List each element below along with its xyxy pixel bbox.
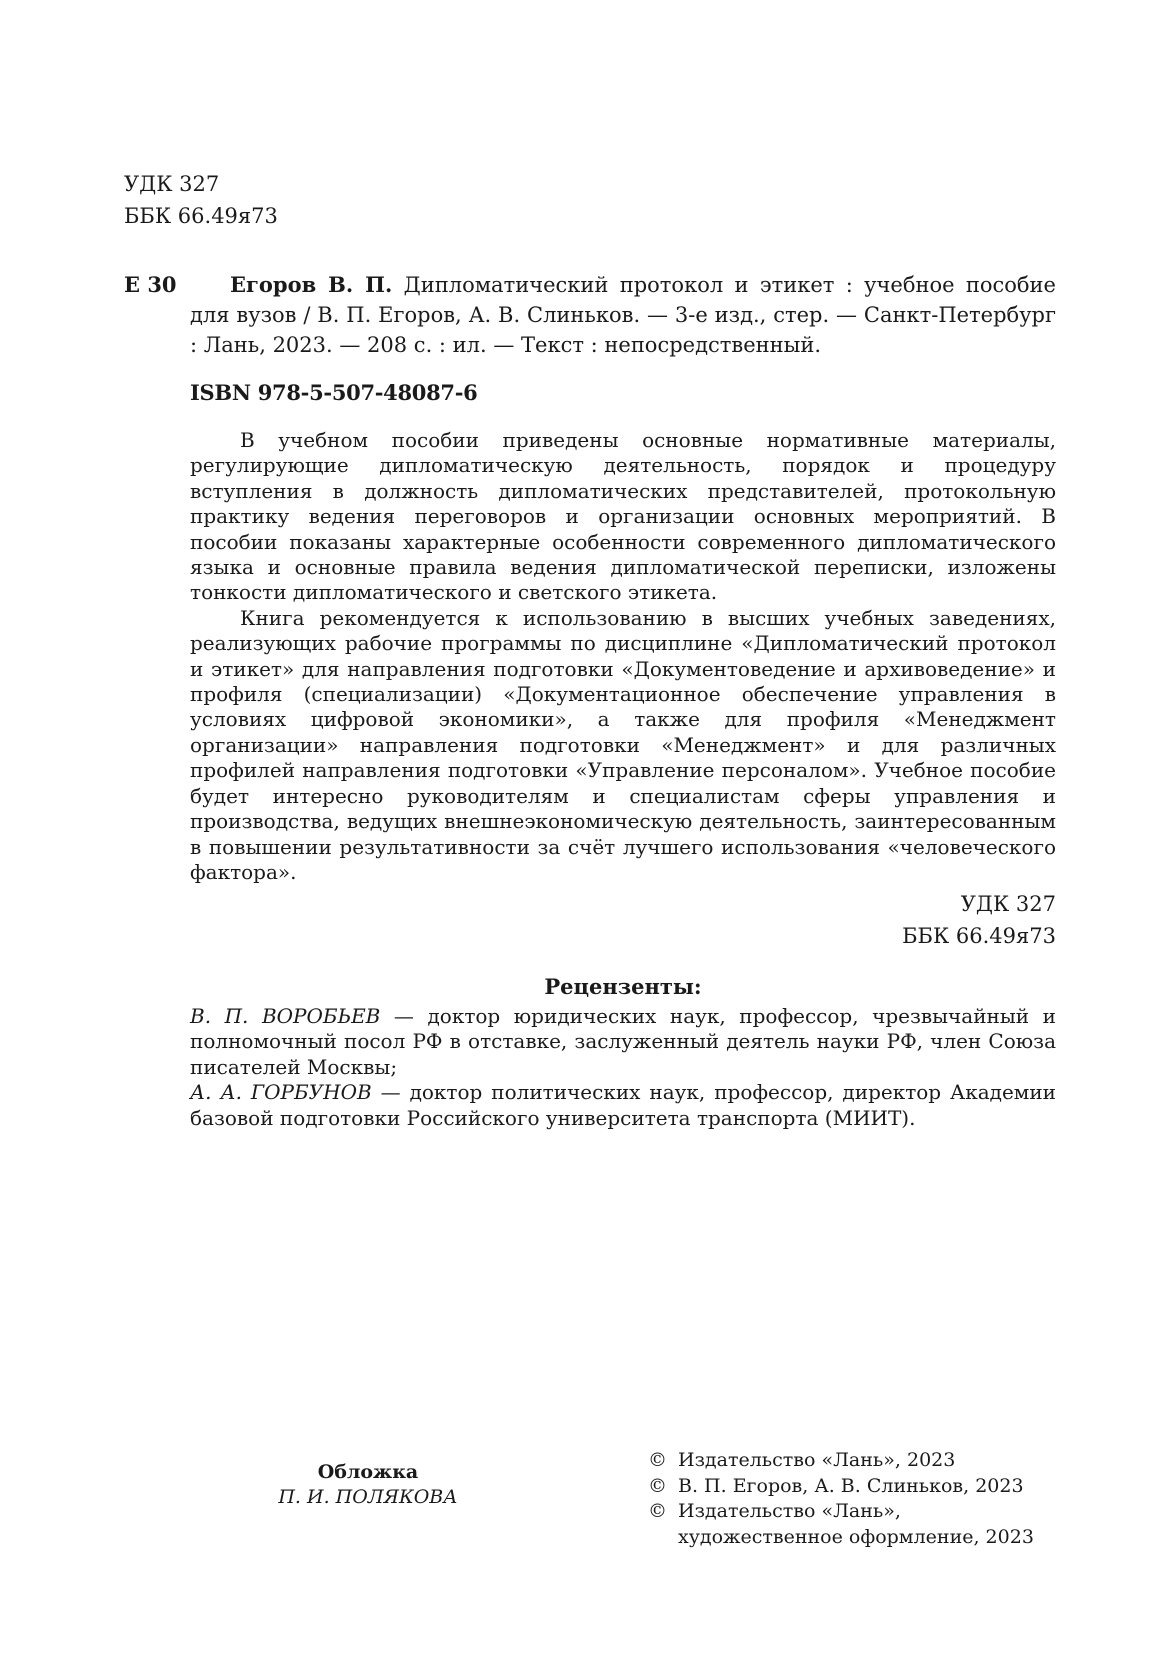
reviewer-description: — доктор политических наук, профессор, директор Академии базовой подготовки Российского университета транспорта (МИИТ).	[190, 1080, 1056, 1130]
author-mark: Е 30	[124, 272, 177, 297]
copyright-text: В. П. Егоров, А. В. Слиньков, 2023	[678, 1474, 1024, 1497]
isbn: ISBN 978-5-507-48087-6	[190, 380, 478, 405]
reviewer-name: В. П. ВОРОБЬЕВ	[190, 1003, 381, 1028]
copyright-line	[648, 1499, 1034, 1525]
author-name: Егоров В. П.	[230, 272, 393, 297]
udk-code: УДК 327	[960, 892, 1056, 916]
reviewers	[190, 974, 1056, 1132]
udk-code: УДК 327	[124, 172, 220, 196]
copyright-line	[648, 1448, 1034, 1474]
reviewer	[190, 1004, 1056, 1081]
cover-credit	[258, 1460, 478, 1510]
bbk-code: ББК 66.49я73	[902, 924, 1056, 948]
cover-label: Обложка	[317, 1461, 419, 1483]
copyright-text: Издательство «Лань», 2023	[678, 1449, 956, 1471]
abstract-paragraph: В учебном пособии приведены основные нормативные материалы, регулирующие дипломатическую деятельность, порядок и процедуру вступления в должность дипломатических представителей, протокольную практику ведения переговоров и организации основных мероприятий. В пособии показаны характерные особенности современного дипломатического языка и основные правила ведения дипломатической переписки, изложены тонкости дипломатического и светского этикета.	[190, 428, 1056, 605]
copyright-icon: ©	[648, 1500, 667, 1522]
cover-designer: П. И. ПОЛЯКОВА	[278, 1486, 458, 1508]
abstract-paragraph: Книга рекомендуется к использованию в высших учебных заведениях, реализующих рабочие программы по дисциплине «Дипломатический протокол и этикет» для направления подготовки «Документоведение и архивоведение» и профиля (специализации) «Документационное обеспечение управления в условиях цифровой экономики», а также для профиля «Менеджмент организации» направления подготовки «Менеджмент» и для различных профилей направления подготовки «Управление персоналом». Учебное пособие будет интересно руководителям и специалистам сферы управления и производства, ведущих внешнеэкономическую деятельность, заинтересованным в повышении результативности за счёт лучшего использования «человеческого фактора».	[190, 605, 1056, 884]
copyright-text: Издательство «Лань»,	[678, 1500, 901, 1522]
classification-bottom	[902, 888, 1056, 952]
copyright-text-continued: художественное оформление, 2023	[678, 1525, 1034, 1548]
reviewers-title: Рецензенты:	[544, 974, 702, 999]
bbk-code: ББК 66.49я73	[124, 204, 278, 228]
reviewer-description: — доктор юридических наук, профессор, чрезвычайный и полномочный посол РФ в отставке, заслуженный деятель науки РФ, член Союза писателей Москвы;	[190, 1003, 1056, 1079]
reviewer	[190, 1080, 1056, 1131]
bibliographic-description	[190, 270, 1056, 360]
bibliographic-text: Дипломатический протокол и этикет : учебное пособие для вузов / В. П. Егоров, А. В. Слиньков. — 3-е изд., стер. — Санкт-Петербург : Лань, 2023. — 208 с. : ил. — Текст : непосредственный.	[190, 273, 1056, 357]
copyright-line	[648, 1474, 1034, 1500]
reviewer-name: А. А. ГОРБУНОВ	[190, 1080, 372, 1105]
classification-top	[124, 168, 278, 232]
copyright-icon: ©	[648, 1474, 667, 1497]
abstract	[190, 428, 1056, 885]
copyright-icon: ©	[648, 1449, 667, 1471]
copyright-block	[648, 1448, 1034, 1550]
